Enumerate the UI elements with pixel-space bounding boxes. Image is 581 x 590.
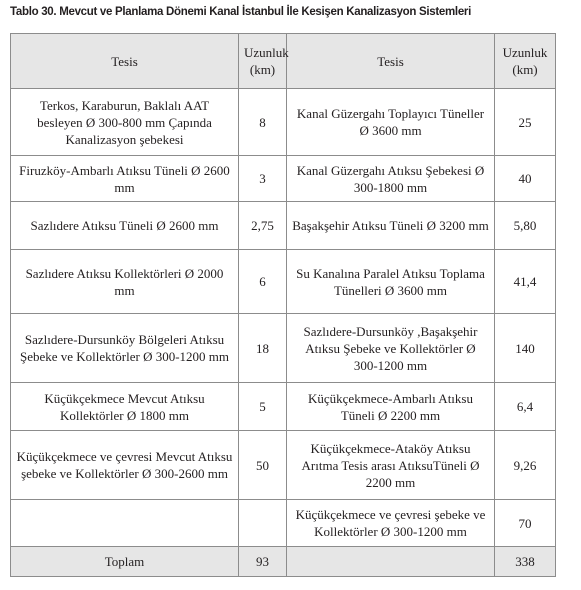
left-facility-cell <box>11 500 239 547</box>
right-length-cell: 40 <box>495 156 556 202</box>
right-length-cell: 6,4 <box>495 383 556 431</box>
right-length-cell: 9,26 <box>495 431 556 500</box>
right-facility-cell: Sazlıdere-Dursunköy ,Başakşehir Atıksu Şebeke ve Kollektörler Ø 300-1200 mm <box>287 314 495 383</box>
right-length-cell: 140 <box>495 314 556 383</box>
table-row <box>11 156 556 202</box>
header-row <box>11 34 556 89</box>
table-caption: Tablo 30. Mevcut ve Planlama Dönemi Kanal İstanbul İle Kesişen Kanalizasyon Sistemleri <box>10 6 471 18</box>
left-length-cell <box>239 500 287 547</box>
left-length-cell: 2,75 <box>239 202 287 250</box>
left-facility-cell: Sazlıdere Atıksu Tüneli Ø 2600 mm <box>11 202 239 250</box>
table-row <box>11 431 556 500</box>
left-facility-cell: Küçükçekmece Mevcut Atıksu Kollektörler Ø 1800 mm <box>11 383 239 431</box>
left-length-cell: 50 <box>239 431 287 500</box>
right-facility-cell: Küçükçekmece-Ambarlı Atıksu Tüneli Ø 2200 mm <box>287 383 495 431</box>
left-length-cell: 5 <box>239 383 287 431</box>
right-total-value: 338 <box>495 547 556 577</box>
header-length-right: Uzunluk (km) <box>495 34 556 89</box>
left-total-value: 93 <box>239 547 287 577</box>
total-label: Toplam <box>11 547 239 577</box>
right-facility-cell: Küçükçekmece-Ataköy Atıksu Arıtma Tesis arası AtıksuTüneli Ø 2200 mm <box>287 431 495 500</box>
left-length-cell: 8 <box>239 89 287 156</box>
left-facility-cell: Sazlıdere-Dursunköy Bölgeleri Atıksu Şebeke ve Kollektörler Ø 300-1200 mm <box>11 314 239 383</box>
total-empty-cell <box>287 547 495 577</box>
right-length-cell: 70 <box>495 500 556 547</box>
left-length-cell: 6 <box>239 250 287 314</box>
right-facility-cell: Küçükçekmece ve çevresi şebeke ve Kollektörler Ø 300-1200 mm <box>287 500 495 547</box>
table-row <box>11 383 556 431</box>
right-facility-cell: Kanal Güzergahı Atıksu Şebekesi Ø 300-1800 mm <box>287 156 495 202</box>
left-facility-cell: Sazlıdere Atıksu Kollektörleri Ø 2000 mm <box>11 250 239 314</box>
sewer-systems-table <box>10 33 556 577</box>
right-facility-cell: Su Kanalına Paralel Atıksu Toplama Tünelleri Ø 3600 mm <box>287 250 495 314</box>
table-row <box>11 202 556 250</box>
right-facility-cell: Kanal Güzergahı Toplayıcı Tüneller Ø 3600 mm <box>287 89 495 156</box>
right-length-cell: 5,80 <box>495 202 556 250</box>
table-row <box>11 250 556 314</box>
header-facility-left: Tesis <box>11 34 239 89</box>
left-facility-cell: Firuzköy-Ambarlı Atıksu Tüneli Ø 2600 mm <box>11 156 239 202</box>
header-facility-right: Tesis <box>287 34 495 89</box>
table-row <box>11 89 556 156</box>
right-length-cell: 41,4 <box>495 250 556 314</box>
left-facility-cell: Terkos, Karaburun, Baklalı AAT besleyen Ø 300-800 mm Çapında Kanalizasyon şebekesi <box>11 89 239 156</box>
right-facility-cell: Başakşehir Atıksu Tüneli Ø 3200 mm <box>287 202 495 250</box>
right-length-cell: 25 <box>495 89 556 156</box>
table-row <box>11 500 556 547</box>
total-row <box>11 547 556 577</box>
table-row <box>11 314 556 383</box>
left-facility-cell: Küçükçekmece ve çevresi Mevcut Atıksu şebeke ve Kollektörler Ø 300-2600 mm <box>11 431 239 500</box>
left-length-cell: 3 <box>239 156 287 202</box>
header-length-left: Uzunluk (km) <box>239 34 287 89</box>
left-length-cell: 18 <box>239 314 287 383</box>
